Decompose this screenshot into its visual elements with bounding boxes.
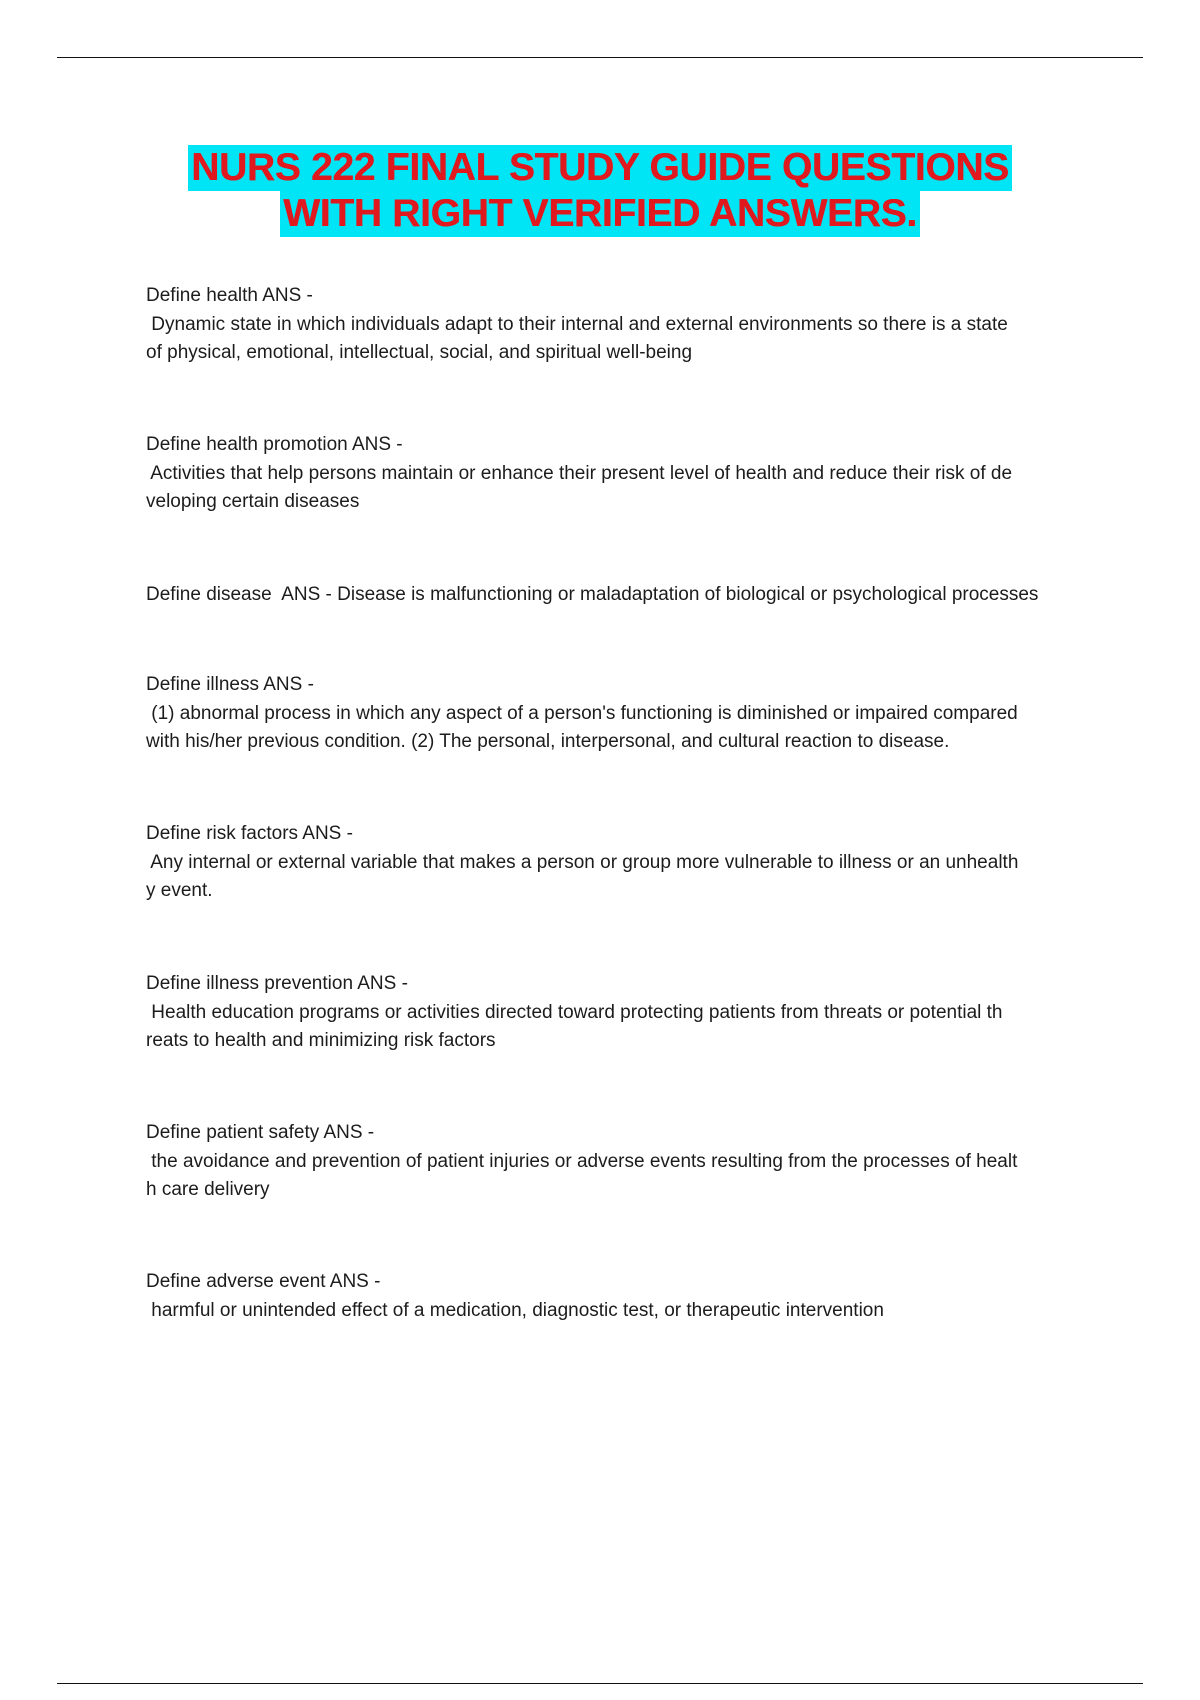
answer-line: the avoidance and prevention of patient injuries or adverse events resulting from the processes of healt — [146, 1150, 1018, 1172]
answer-line: Any internal or external variable that makes a person or group more vulnerable to illness or an unhealth — [146, 851, 1019, 873]
answer-line: reats to health and minimizing risk factors — [146, 1030, 496, 1051]
bottom-rule — [57, 1683, 1143, 1684]
answer-line: Disease is malfunctioning or maladaptation of biological or psychological processes — [331, 584, 1039, 605]
answer-line: veloping certain diseases — [146, 491, 360, 512]
title-line-2: WITH RIGHT VERIFIED ANSWERS. — [280, 191, 920, 237]
qa-item-health — [146, 282, 1008, 368]
qa-item-health-promotion — [146, 431, 1012, 517]
question-text: Define health promotion ANS - — [146, 434, 403, 455]
qa-item-illness-prevention — [146, 970, 1003, 1056]
qa-item-illness — [146, 671, 1018, 757]
qa-item-risk-factors — [146, 820, 1018, 906]
question-text: Define disease ANS - — [146, 584, 332, 605]
answer-line: of physical, emotional, intellectual, social, and spiritual well-being — [146, 342, 693, 363]
qa-item-patient-safety — [146, 1119, 1017, 1205]
top-rule — [57, 57, 1143, 58]
answer-line: Activities that help persons maintain or enhance their present level of health and reduce their risk of de — [146, 462, 1013, 484]
answer-line: Dynamic state in which individuals adapt to their internal and external environments so there is a state — [146, 313, 1008, 335]
answer-line: h care delivery — [146, 1179, 270, 1200]
title-line-1: NURS 222 FINAL STUDY GUIDE QUESTIONS — [188, 145, 1012, 191]
question-text: Define patient safety ANS - — [146, 1122, 375, 1143]
question-text: Define risk factors ANS - — [146, 823, 353, 844]
question-text: Define illness prevention ANS - — [146, 973, 408, 994]
answer-line: harmful or unintended effect of a medication, diagnostic test, or therapeutic intervention — [146, 1299, 884, 1321]
question-text: Define health ANS - — [146, 285, 313, 306]
question-text: Define adverse event ANS - — [146, 1271, 381, 1292]
document-title — [0, 145, 1200, 237]
qa-item-adverse-event — [146, 1268, 884, 1325]
answer-line: Health education programs or activities directed toward protecting patients from threats or potential th — [146, 1001, 1003, 1023]
answer-line: with his/her previous condition. (2) The personal, interpersonal, and cultural reaction to disease. — [146, 731, 950, 752]
answer-line: (1) abnormal process in which any aspect of a person's functioning is diminished or impaired compared — [146, 702, 1018, 724]
qa-item-disease — [146, 581, 1038, 610]
answer-line: y event. — [146, 880, 213, 901]
question-text: Define illness ANS - — [146, 674, 314, 695]
